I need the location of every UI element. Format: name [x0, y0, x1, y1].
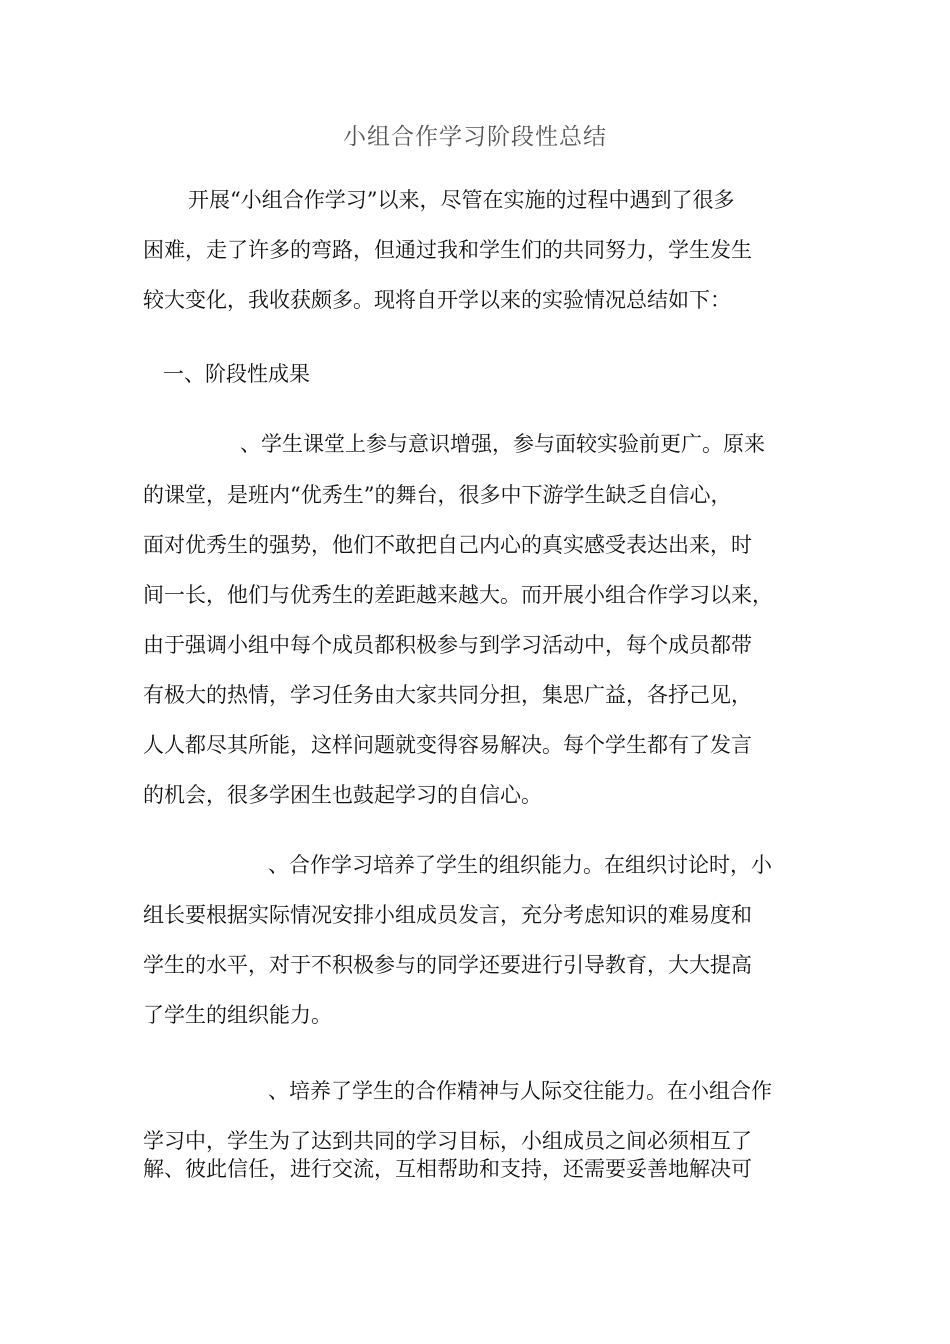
item1-line: 有极大的热情，学习任务由大家共同分担，集思广益，各抒己见，: [143, 683, 752, 707]
intro-line: 较大变化，我收获颇多。现将自开学以来的实验情况总结如下：: [143, 288, 731, 312]
item2-line: 了学生的组织能力。: [143, 1003, 332, 1027]
item3-line: 解、彼此信任，进行交流，互相帮助和支持，还需要妥善地解决可: [143, 1157, 752, 1181]
section-heading: 一、阶段性成果: [163, 362, 310, 386]
item3-line: 、培养了学生的合作精神与人际交往能力。在小组合作: [268, 1079, 772, 1103]
intro-line: 困难，走了许多的弯路，但通过我和学生们的共同努力，学生发生: [143, 238, 752, 262]
item1-line: 面对优秀生的强势，他们不敢把自己内心的真实感受表达出来，时: [143, 533, 752, 557]
item2-line: 学生的水平，对于不积极参与的同学还要进行引导教育，大大提高: [143, 953, 752, 977]
item3-line: 学习中，学生为了达到共同的学习目标，小组成员之间必须相互了: [143, 1129, 752, 1153]
item1-line: 、学生课堂上参与意识增强，参与面较实验前更广。原来: [240, 432, 765, 456]
item2-line: 组长要根据实际情况安排小组成员发言，充分考虑知识的难易度和: [143, 903, 752, 927]
item2-line: 、合作学习培养了学生的组织能力。在组织讨论时，小: [268, 853, 772, 877]
item1-line: 的课堂，是班内“优秀生”的舞台，很多中下游学生缺乏自信心，: [143, 483, 732, 507]
item1-line: 人人都尽其所能，这样问题就变得容易解决。每个学生都有了发言: [143, 733, 752, 757]
item1-line: 由于强调小组中每个成员都积极参与到学习活动中，每个成员都带: [143, 633, 752, 657]
item1-line: 间一长，他们与优秀生的差距越来越大。而开展小组合作学习以来，: [143, 583, 773, 607]
item1-line: 的机会，很多学困生也鼓起学习的自信心。: [143, 783, 542, 807]
document-title: 小组合作学习阶段性总结: [343, 124, 607, 150]
intro-line: 开展“小组合作学习”以来，尽管在实施的过程中遇到了很多: [188, 188, 735, 212]
